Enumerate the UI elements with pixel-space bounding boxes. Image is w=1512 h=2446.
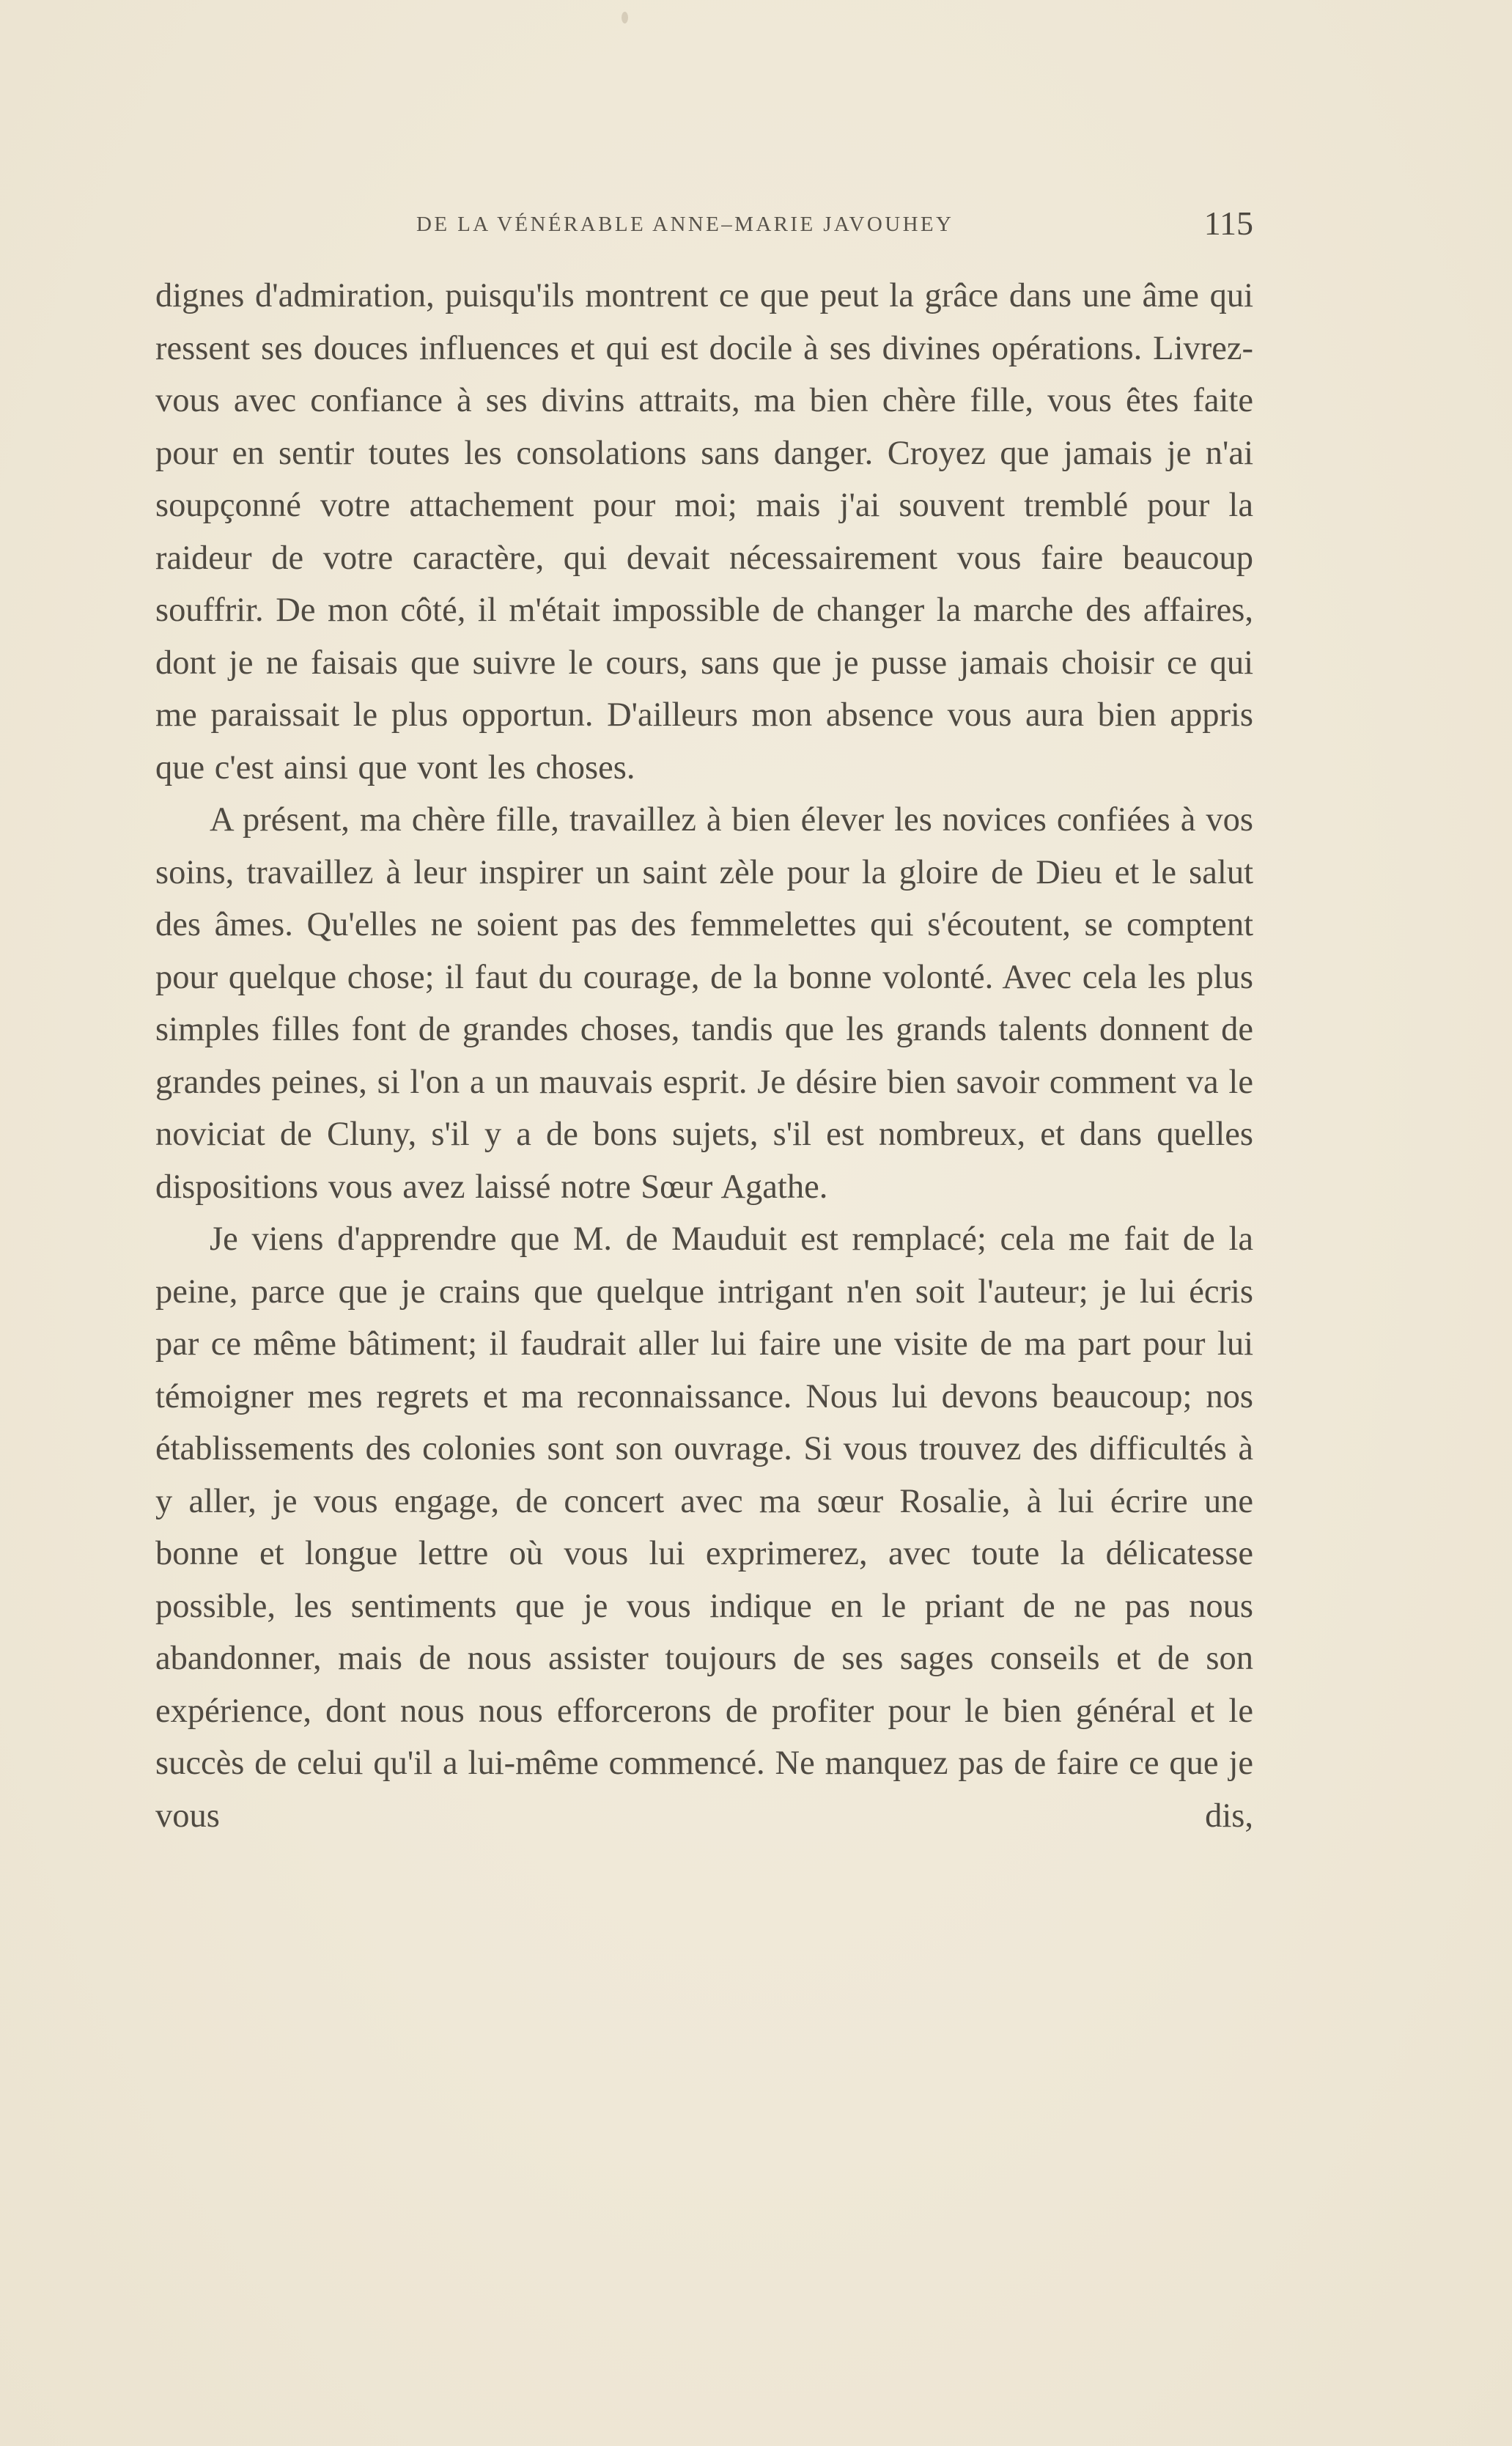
paragraph-2: A présent, ma chère fille, travaillez à bien élever les novices confiées à vos soins, travaillez à leur inspirer un saint zèle pour la gloire de Dieu et le salut des âmes. Qu'elles ne soient pas des femmelettes qui s'écoutent, se comptent pour quelque chose; il faut du courage, de la bonne volonté. Avec cela les plus simples filles font de grandes choses, tandis que les grands talents donnent de grandes peines, si l'on a un mauvais esprit. Je désire bien savoir comment va le noviciat de Cluny, s'il y a de bons sujets, s'il est nombreux, et dans quelles dispositions vous avez laissé notre Sœur Agathe. <box>155 801 1253 1206</box>
body-text <box>155 270 1253 1842</box>
paragraph-1: dignes d'admiration, puisqu'ils montrent ce que peut la grâce dans une âme qui ressent ses douces influences et qui est docile à ses divines opérations. Livrez-vous avec confiance à ses divins attraits, ma bien chère fille, vous êtes faite pour en sentir toutes les consolations sans danger. Croyez que jamais je n'ai soupçonné votre attachement pour moi; mais j'ai souvent tremblé pour la raideur de votre caractère, qui devait nécessairement vous faire beaucoup souffrir. De mon côté, il m'était impossible de changer la marche des affaires, dont je ne faisais que suivre le cours, sans que je pusse jamais choisir ce qui me paraissait le plus opportun. D'ailleurs mon absence vous aura bien appris que c'est ainsi que vont les choses. <box>155 277 1253 787</box>
running-title: DE LA VÉNÉRABLE ANNE–MARIE JAVOUHEY <box>416 213 954 236</box>
paragraph-3: Je viens d'apprendre que M. de Mauduit est remplacé; cela me fait de la peine, parce que je crains que quelque intrigant n'en soit l'auteur; je lui écris par ce même bâtiment; il faudrait aller lui faire une visite de ma part pour lui témoigner mes regrets et ma reconnaissance. Nous lui devons beaucoup; nos établissements des colonies sont son ouvrage. Si vous trouvez des difficultés à y aller, je vous engage, de concert avec ma sœur Rosalie, à lui écrire une bonne et longue lettre où vous lui exprimerez, avec toute la délicatesse possible, les sentiments que je vous indique en le priant de ne pas nous abandonner, mais de nous assister toujours de ses sages conseils et de son expérience, dont nous nous efforcerons de profiter pour le bien général et le succès de celui qu'il a lui-même commencé. Ne manquez pas de faire ce que je vous dis, <box>155 1220 1253 1835</box>
page-number: 115 <box>1203 205 1253 242</box>
running-head <box>155 204 1253 248</box>
paper-speck <box>622 12 628 23</box>
